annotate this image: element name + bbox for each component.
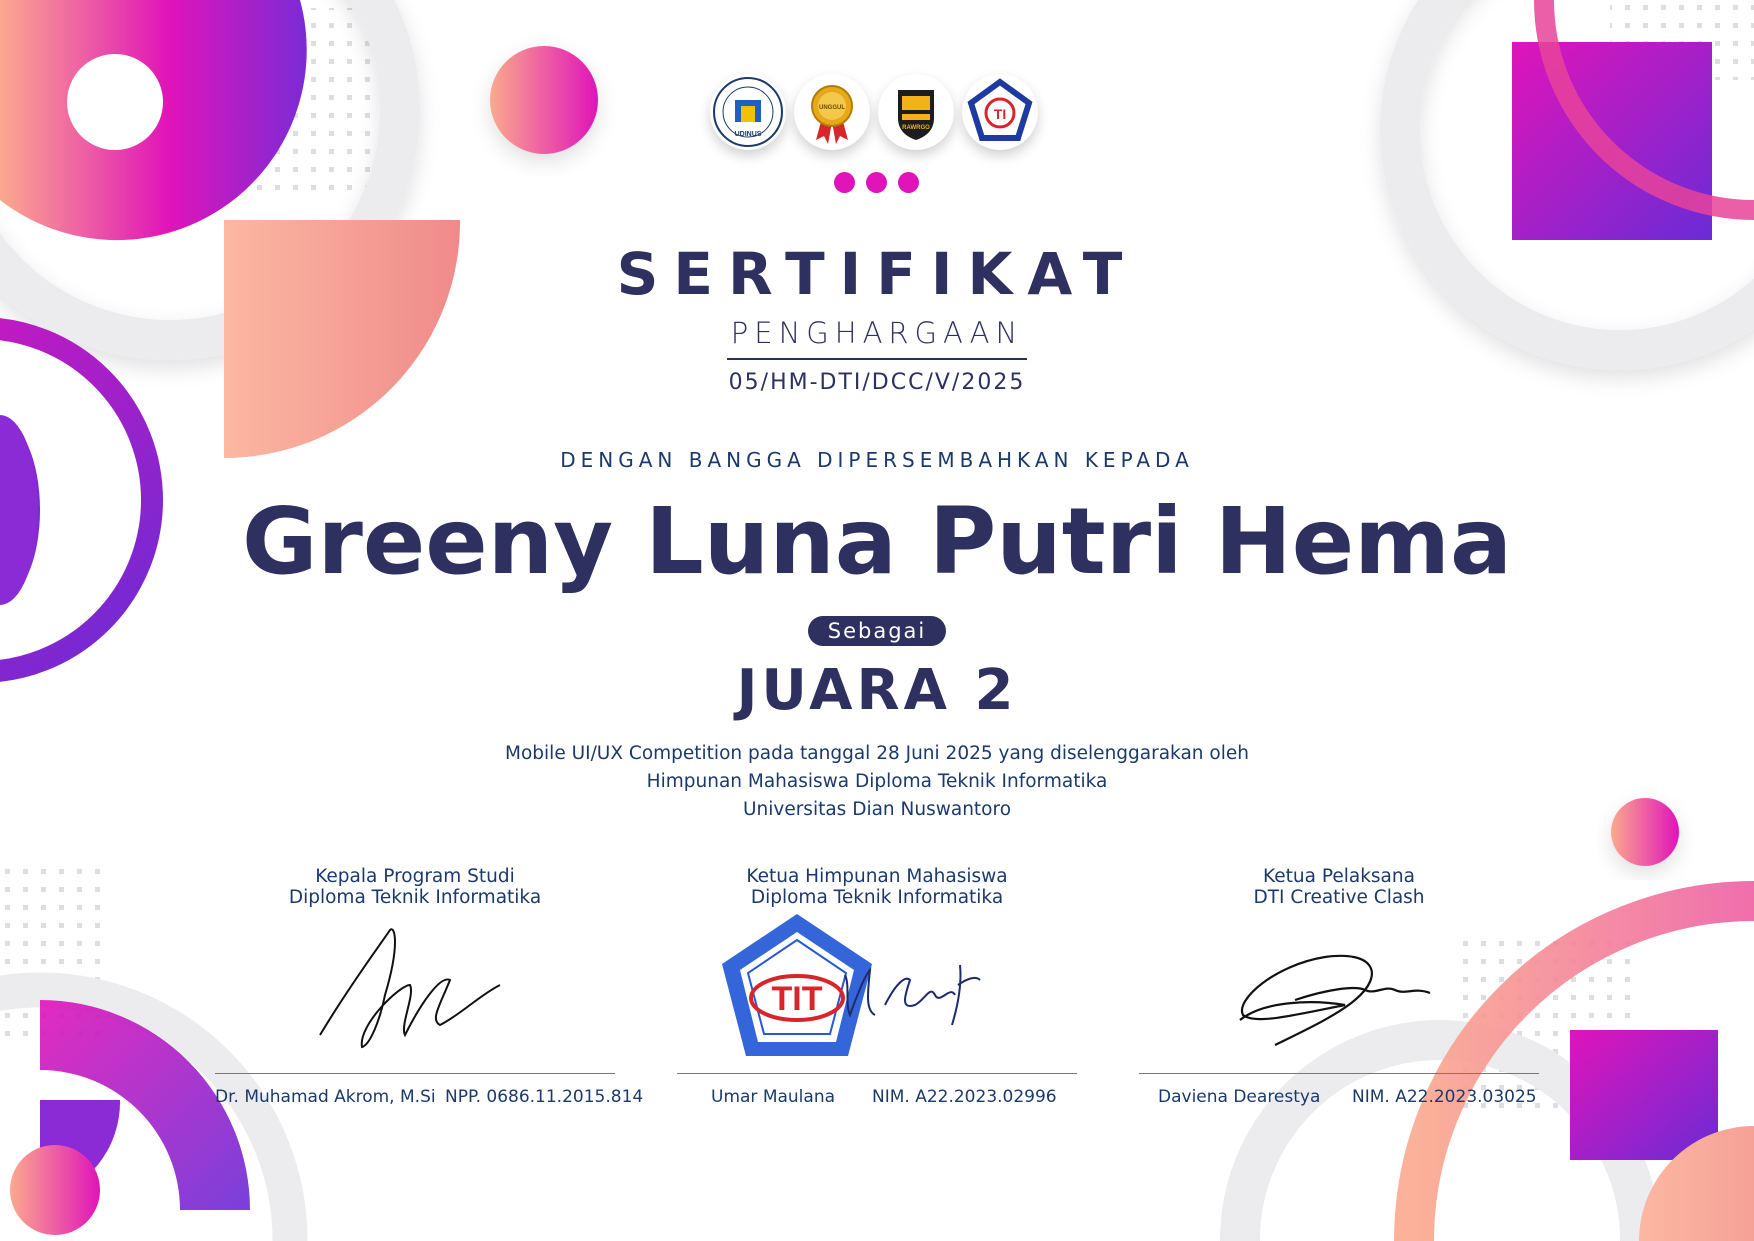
certificate-title: SERTIFIKAT xyxy=(616,240,1138,308)
logos-row xyxy=(710,74,1042,150)
dot xyxy=(866,172,887,193)
udinus-seal-icon xyxy=(710,74,786,150)
award-title: JUARA 2 xyxy=(736,658,1018,723)
position-line: Diploma Teknik Informatika xyxy=(750,887,1004,908)
svg-text:TIT: TIT xyxy=(771,980,823,1018)
signature-2 xyxy=(840,955,1000,1035)
position-line: Ketua Pelaksana xyxy=(1263,866,1415,887)
accreditation-medal-icon xyxy=(794,74,870,150)
description-line: Himpunan Mahasiswa Diploma Teknik Informatika xyxy=(646,771,1108,792)
svg-text:UDINUS: UDINUS xyxy=(734,131,762,138)
signature-line xyxy=(677,1073,1077,1074)
white-disc-top-left xyxy=(67,54,163,150)
position-line: Kepala Program Studi xyxy=(315,866,515,887)
signatory-id: NIM. A22.2023.02996 xyxy=(872,1087,1057,1107)
signature-3 xyxy=(1235,945,1435,1055)
presented-to-text: DENGAN BANGGA DIPERSEMBAHKAN KEPADA xyxy=(560,448,1194,472)
signature-line xyxy=(215,1073,615,1074)
purple-quarter-bottom-right xyxy=(1570,1030,1718,1160)
signatory-2-position xyxy=(677,866,1077,908)
signatory-id: NPP. 0686.11.2015.814 xyxy=(445,1087,644,1107)
svg-text:UNGGUL: UNGGUL xyxy=(819,105,845,111)
accreditation-logo xyxy=(794,74,870,150)
description-line: Universitas Dian Nuswantoro xyxy=(742,799,1012,820)
svg-text:RAWRGO: RAWRGO xyxy=(902,125,930,131)
position-line: Ketua Himpunan Mahasiswa xyxy=(746,866,1008,887)
dti-logo xyxy=(962,74,1038,150)
dot xyxy=(898,172,919,193)
signatory-id: NIM. A22.2023.03025 xyxy=(1352,1087,1537,1107)
signatory-name: Dr. Muhamad Akrom, M.Si xyxy=(215,1087,436,1107)
position-line: DTI Creative Clash xyxy=(1253,887,1425,908)
award-description xyxy=(0,740,1754,824)
gradient-ball-top xyxy=(490,46,598,154)
recipient-name: Greeny Luna Putri Hema xyxy=(241,488,1513,595)
signatory-name: Daviena Dearestya xyxy=(1158,1087,1321,1107)
dti-pentagon-icon xyxy=(962,74,1038,150)
signatory-name: Umar Maulana xyxy=(711,1087,836,1107)
dot xyxy=(834,172,855,193)
role-badge: Sebagai xyxy=(808,616,946,646)
signature-line xyxy=(1139,1073,1539,1074)
certificate-subtitle: PENGHARGAAN xyxy=(730,316,1024,350)
description-line: Mobile UI/UX Competition pada tanggal 28 Juni 2025 yang diselenggarakan oleh xyxy=(505,743,1249,764)
role-badge-wrap xyxy=(0,616,1754,646)
decorative-dots xyxy=(834,172,924,194)
udinus-logo xyxy=(710,74,786,150)
position-line: Diploma Teknik Informatika xyxy=(288,887,542,908)
gradient-ball-bottom-left xyxy=(10,1145,100,1235)
title-divider xyxy=(727,358,1027,360)
certificate-number: 05/HM-DTI/DCC/V/2025 xyxy=(728,370,1026,395)
svg-text:TI: TI xyxy=(993,106,1007,122)
rawrgo-logo xyxy=(878,74,954,150)
signatory-3-position xyxy=(1139,866,1539,908)
signature-1 xyxy=(310,925,510,1055)
signatory-1-position xyxy=(215,866,615,908)
shield-crest-icon xyxy=(878,74,954,150)
